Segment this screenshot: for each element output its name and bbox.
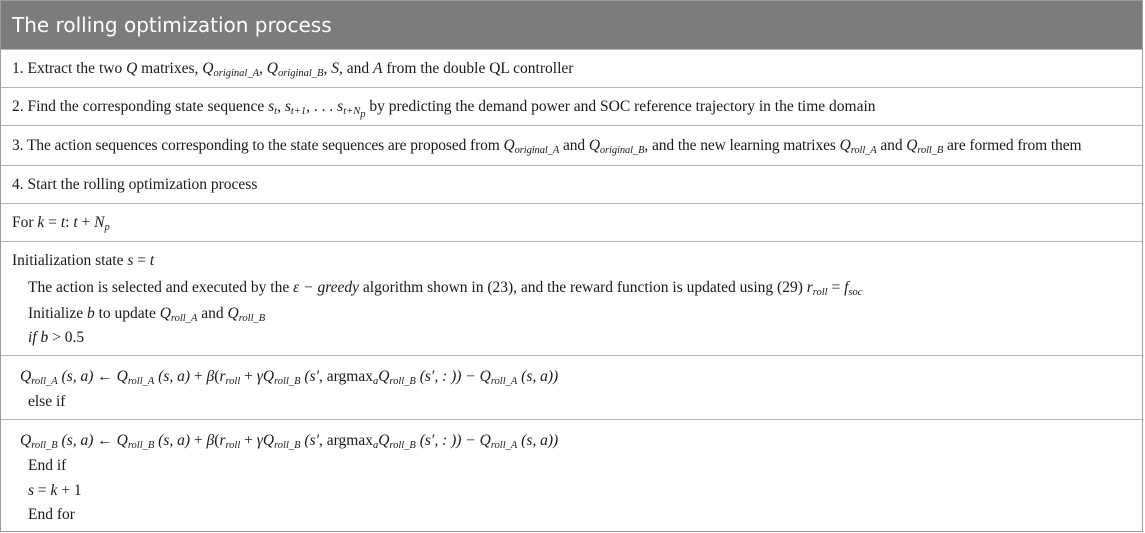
update-a-equation: $Q_{roll\_A}$ (s, a) ← $Q_{roll\_A}$ (s, $a) + \beta(r_{roll} + \gamma Q_{roll\_B}$ (s′, $argmax_aQ_{roll\_B}$ (s′, : )) − $Q_{roll\_A}$ (s, a)): [20, 368, 559, 387]
step-4-text: 4. Start the rolling optimization process: [12, 176, 258, 193]
for-loop-text: For k = t: $t + N_p$: [12, 214, 110, 233]
table-title: The rolling optimization process: [1, 1, 1142, 49]
step-3-text: 3. The action sequences corresponding to the state sequences are proposed from $Q_{original\_A}$ and $Q_{original\_B}$, and the new learning matrixes $Q_{roll\_A}$ and $Q_{roll\_B}$ are formed from them: [12, 137, 1082, 156]
table-row-step-1: [1, 49, 1142, 87]
init-line-4: if b > 0.5: [28, 329, 85, 346]
table-row-for-loop: [1, 203, 1142, 241]
s-increment-line: s = k + 1: [28, 482, 82, 499]
table-row-initialization: [1, 241, 1142, 355]
init-line-2: The action is selected and executed by the ε − greedy algorithm shown in (23), and the reward function is updated using (29) $r_{roll} = f_{soc}$: [28, 279, 863, 298]
table-row-step-2: [1, 87, 1142, 125]
table-row-step-3: [1, 125, 1142, 165]
init-line-3: Initialize b to update $Q_{roll\_A}$ and $Q_{roll\_B}$: [28, 305, 266, 324]
step-1-text: 1. Extract the two Q matrixes, $Q_{original\_A}$, $Q_{original\_B}$, S, and A from the double QL controller: [12, 60, 574, 79]
table-row-update-a: [1, 355, 1142, 419]
else-if-line: else if: [28, 393, 66, 410]
table-row-step-4: [1, 165, 1142, 203]
end-for-line: End for: [28, 506, 75, 523]
end-if-line: End if: [28, 457, 67, 474]
step-2-text: 2. Find the corresponding state sequence $s_t$, $s_{t+1}$, . . . $s_{t+N_p}$ by predicting the demand power and SOC reference trajectory in the time domain: [12, 98, 876, 120]
update-b-equation: $Q_{roll\_B}$ (s, a) ← $Q_{roll\_B}$ (s, $a) + \beta(r_{roll} + \gamma Q_{roll\_B}$ (s′, $argmax_aQ_{roll\_B}$ (s′, : )) − $Q_{roll\_A}$ (s, a)): [20, 432, 559, 451]
table-row-update-b: [1, 419, 1142, 532]
init-line-1: Initialization state s = t: [12, 252, 155, 269]
